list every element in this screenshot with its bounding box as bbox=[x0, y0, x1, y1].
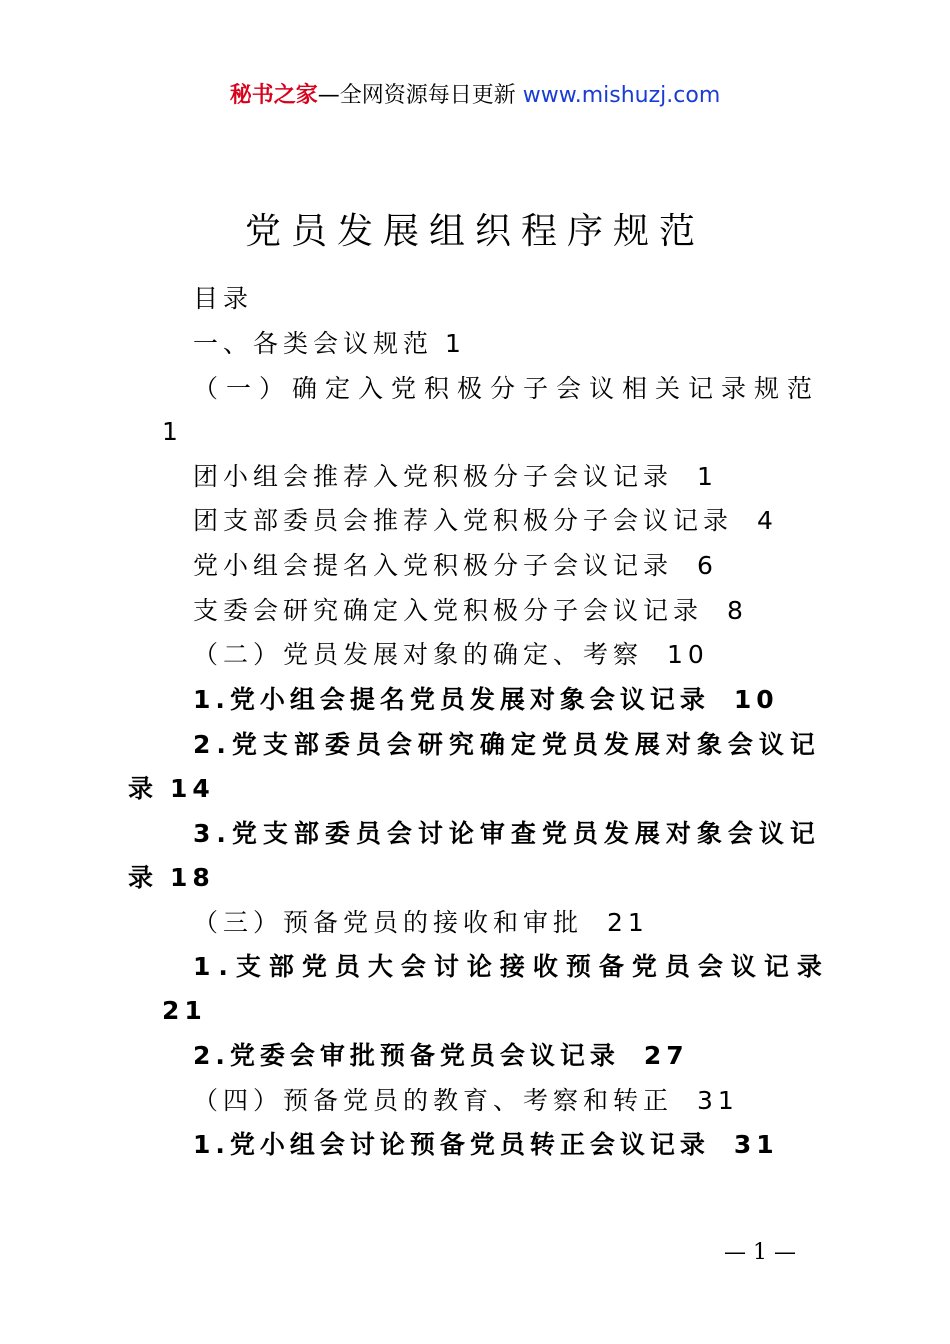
toc-entry-page: 1 bbox=[162, 417, 183, 446]
toc-entry-page: 8 bbox=[727, 596, 748, 625]
toc-entry-label: 一、各类会议规范 bbox=[193, 329, 434, 358]
toc-entry-label: （二）党员发展对象的确定、考察 bbox=[193, 640, 644, 669]
toc-entry-label: 1.支部党员大会讨论接收预备党员会议记录 bbox=[193, 952, 830, 981]
toc-entry[interactable] bbox=[193, 818, 950, 850]
toc-entry-page: 1 bbox=[697, 462, 718, 491]
toc-entry-page: 14 bbox=[170, 774, 215, 803]
toc-entry-page: 27 bbox=[643, 1041, 689, 1070]
toc-entry-label: 团小组会推荐入党积极分子会议记录 bbox=[193, 462, 674, 491]
toc-entry-label: 团支部委员会推荐入党积极分子会议记录 bbox=[193, 506, 734, 535]
toc-entry[interactable] bbox=[193, 505, 950, 537]
toc-entry[interactable] bbox=[193, 951, 950, 983]
toc-entry-page: 10 bbox=[667, 640, 709, 669]
toc-entry-label-cont: 录 bbox=[128, 863, 159, 892]
toc-entry-label: 1.党小组会讨论预备党员转正会议记录 bbox=[193, 1130, 710, 1159]
toc-entry-label: 党小组会提名入党积极分子会议记录 bbox=[193, 551, 674, 580]
toc-entry-label: 2.党委会审批预备党员会议记录 bbox=[193, 1041, 620, 1070]
toc-entry-page: 4 bbox=[757, 506, 778, 535]
toc-entry[interactable] bbox=[193, 328, 950, 360]
header-slogan: —全网资源每日更新 bbox=[317, 83, 516, 108]
toc-entry[interactable] bbox=[193, 907, 950, 939]
page-number: — 1 — bbox=[724, 1240, 796, 1265]
toc-entry-label: （一）确定入党积极分子会议相关记录规范 bbox=[193, 374, 821, 403]
toc-entry-label: （四）预备党员的教育、考察和转正 bbox=[193, 1086, 674, 1115]
toc-entry-page: 21 bbox=[162, 996, 207, 1025]
toc-entry[interactable] bbox=[193, 550, 950, 582]
toc-entry-page: 10 bbox=[733, 685, 779, 714]
toc-entry-page: 21 bbox=[607, 908, 649, 937]
site-header bbox=[0, 80, 950, 112]
toc-entry-page: 31 bbox=[733, 1130, 779, 1159]
toc-entry-label-cont: 录 bbox=[128, 774, 159, 803]
toc-entry[interactable] bbox=[193, 729, 950, 761]
document-title: 党员发展组织程序规范 bbox=[244, 211, 705, 252]
toc-entry[interactable] bbox=[193, 684, 950, 716]
toc-heading: 目录 bbox=[193, 284, 254, 313]
toc-entry-label: （三）预备党员的接收和审批 bbox=[193, 908, 584, 937]
toc-entry-page: 18 bbox=[170, 863, 215, 892]
toc-entry-page: 31 bbox=[697, 1086, 739, 1115]
toc-entry[interactable] bbox=[193, 1085, 950, 1117]
toc-entry[interactable] bbox=[193, 595, 950, 627]
toc-entry[interactable] bbox=[193, 373, 950, 405]
toc-entry-label: 2.党支部委员会研究确定党员发展对象会议记 bbox=[193, 730, 821, 759]
toc-entry-continued bbox=[128, 862, 950, 894]
toc-entry[interactable] bbox=[193, 639, 950, 671]
toc-entry-label: 支委会研究确定入党积极分子会议记录 bbox=[193, 596, 704, 625]
toc-entry[interactable] bbox=[193, 1040, 950, 1072]
toc-entry-page: 6 bbox=[697, 551, 718, 580]
toc-entry-continued bbox=[128, 773, 950, 805]
site-url-link[interactable]: www.mishuzj.com bbox=[522, 83, 721, 108]
toc-entry-page: 1 bbox=[445, 329, 466, 358]
toc-entry-label: 3.党支部委员会讨论审查党员发展对象会议记 bbox=[193, 819, 821, 848]
brand-name: 秘书之家 bbox=[229, 83, 318, 108]
toc-entry-label: 1.党小组会提名党员发展对象会议记录 bbox=[193, 685, 710, 714]
toc-entry[interactable] bbox=[193, 461, 950, 493]
toc-entry[interactable] bbox=[193, 1129, 950, 1161]
